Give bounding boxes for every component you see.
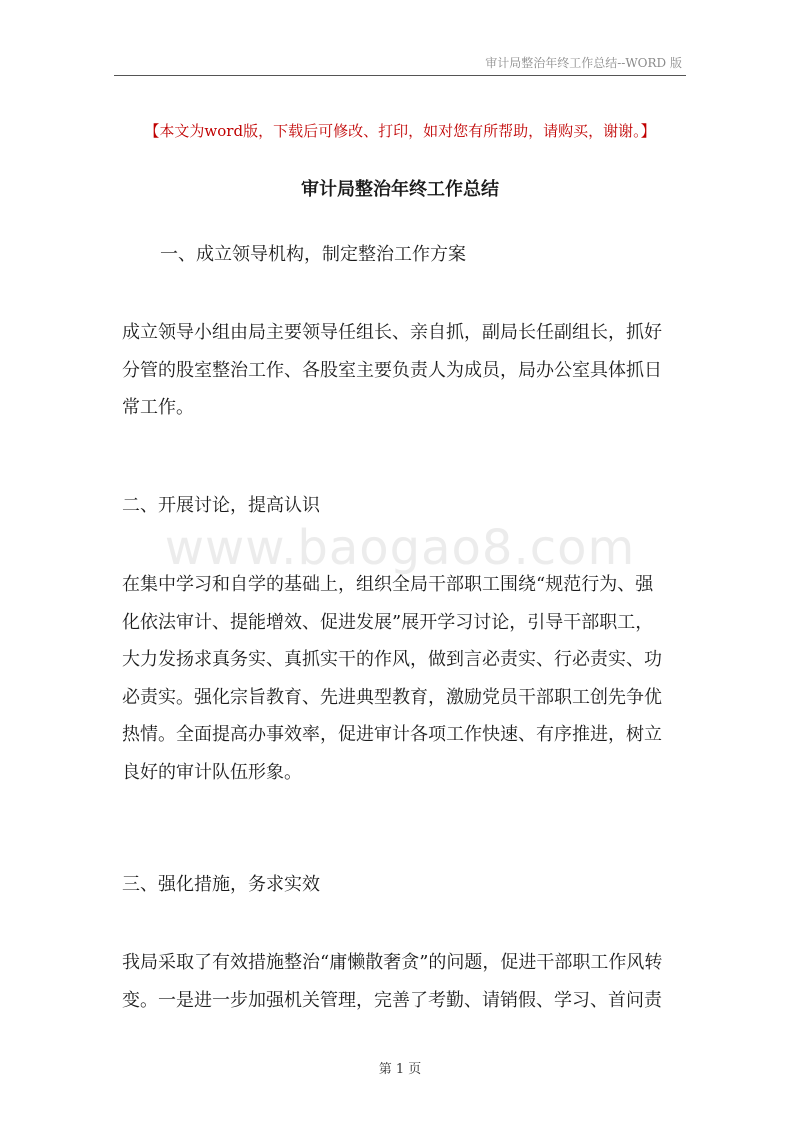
- paragraph-line: 良好的审计队伍形象。: [122, 761, 302, 783]
- running-header: 审计局整治年终工作总结--WORD 版: [485, 56, 682, 70]
- paragraph-line: 化依法审计、提能增效、促进发展”展开学习讨论，引导干部职工，: [122, 611, 654, 633]
- header-divider: [114, 75, 686, 76]
- purchase-notice: 【本文为word版，下载后可修改、打印，如对您有所帮助，请购买，谢谢。】: [144, 122, 656, 140]
- paragraph-line: 我局采取了有效措施整治“庸懒散奢贪”的问题，促进干部职工作风转: [122, 952, 663, 973]
- paragraph-line: 常工作。: [122, 397, 194, 418]
- paragraph-line: 变。一是进一步加强机关管理，完善了考勤、请销假、学习、首问责: [122, 989, 662, 1011]
- section-paragraph-3: [122, 944, 692, 1019]
- section-heading-2: 二、开展讨论，提高认识: [122, 495, 320, 516]
- paragraph-line: 分管的股室整治工作、各股室主要负责人为成员，局办公室具体抓日: [122, 359, 662, 381]
- paragraph-line: 在集中学习和自学的基础上，组织全局干部职工围绕“规范行为、强: [122, 574, 654, 595]
- section-heading-1: 一、成立领导机构，制定整治工作方案: [160, 244, 466, 265]
- paragraph-line: 必责实。强化宗旨教育、先进典型教育，激励党员干部职工创先争优: [122, 686, 662, 708]
- section-paragraph-2: [122, 566, 692, 791]
- watermark: www.baogao8.com: [164, 520, 636, 576]
- section-paragraph-1: [122, 314, 692, 427]
- paragraph-line: 热情。全面提高办事效率，促进审计各项工作快速、有序推进，树立: [122, 724, 662, 745]
- paragraph-line: 成立领导小组由局主要领导任组长、亲自抓，副局长任副组长，抓好: [122, 322, 662, 343]
- page-number: 第 1 页: [378, 1062, 422, 1077]
- section-heading-3: 三、强化措施，务求实效: [122, 874, 320, 895]
- document-title: 审计局整治年终工作总结: [301, 179, 499, 200]
- paragraph-line: 大力发扬求真务实、真抓实干的作风，做到言必责实、行必责实、功: [122, 649, 662, 670]
